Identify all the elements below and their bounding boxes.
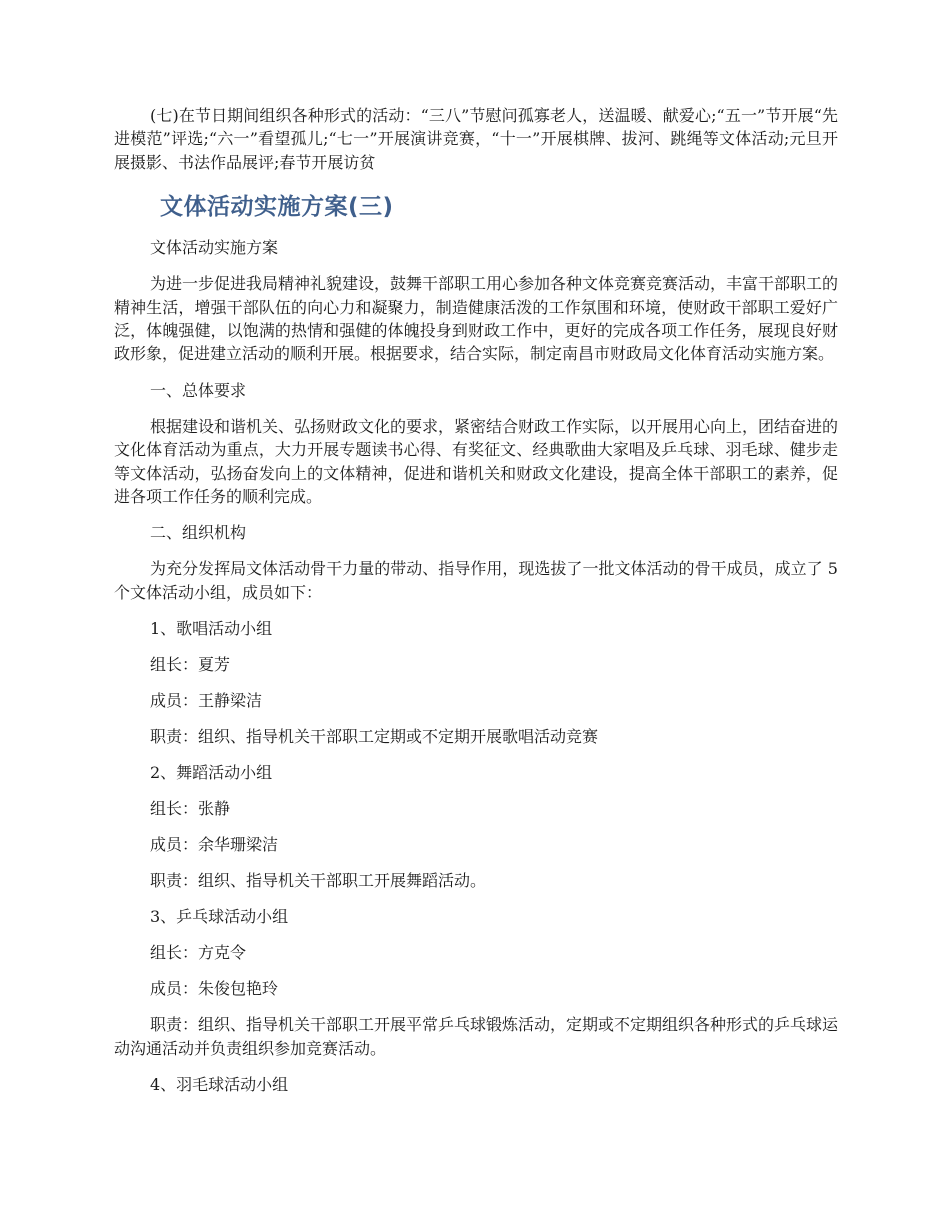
group-title-dance: 2、舞蹈活动小组 (150, 763, 273, 783)
group-leader-singing: 组长：夏芳 (150, 655, 231, 675)
section-title: 文体活动实施方案(三) (160, 194, 394, 221)
group-leader-dance: 组长：张静 (150, 799, 231, 819)
group-duty-pingpong: 职责：组织、指导机关干部职工开展平常乒乓球锻炼活动，定期或不定期组织各种形式的乒乓球运动沟通活动并负责组织参加竞赛活动。 (114, 1015, 839, 1058)
group-title-pingpong: 3、乒乓球活动小组 (150, 907, 289, 927)
group-duty-dance: 职责：组织、指导机关干部职工开展舞蹈活动。 (150, 871, 487, 891)
document-page (114, 104, 838, 1109)
group-members-pingpong: 成员：朱俊包艳玲 (150, 979, 279, 999)
intro-paragraph: (七)在节日期间组织各种形式的活动：“三八”节慰问孤寡老人，送温暖、献爱心;“五一”节开展“先进模范”评选;“六一”看望孤儿;“七一”开展演讲竞赛，“十一”开展棋牌、拔河、跳绳等文体活动;元旦开展摄影、书法作品展评;春节开展访贫 (114, 106, 838, 172)
group-leader-pingpong: 组长：方克令 (150, 943, 247, 963)
subtitle-line: 文体活动实施方案 (150, 238, 279, 258)
group-title-badminton: 4、羽毛球活动小组 (150, 1075, 289, 1095)
organization-paragraph: 为充分发挥局文体活动骨干力量的带动、指导作用，现选拔了一批文体活动的骨干成员，成立了 5 个文体活动小组，成员如下： (114, 559, 838, 602)
section-heading-general: 一、总体要求 (150, 380, 247, 400)
section-heading-organization: 二、组织机构 (150, 523, 247, 543)
general-requirements-paragraph: 根据建设和谐机关、弘扬财政文化的要求，紧密结合财政工作实际，以开展用心向上，团结奋进的文化体育活动为重点，大力开展专题读书心得、有奖征文、经典歌曲大家唱及乒乓球、羽毛球、健步走等文体活动，弘扬奋发向上的文体精神，促进和谐机关和财政文化建设，提高全体干部职工的素养，促进各项工作任务的顺利完成。 (114, 416, 839, 507)
purpose-paragraph: 为进一步促进我局精神礼貌建设，鼓舞干部职工用心参加各种文体竞赛竞赛活动，丰富干部职工的精神生活，增强干部队伍的向心力和凝聚力，制造健康活泼的工作氛围和环境，使财政干部职工爱好广泛，体魄强健，以饱满的热情和强健的体魄投身到财政工作中，更好的完成各项工作任务，展现良好财政形象，促进建立活动的顺利开展。根据要求，结合实际，制定南昌市财政局文化体育活动实施方案。 (114, 274, 839, 364)
group-title-singing: 1、歌唱活动小组 (150, 619, 273, 639)
group-members-singing: 成员：王静梁洁 (150, 691, 263, 711)
group-members-dance: 成员：余华珊梁洁 (150, 835, 279, 855)
group-duty-singing: 职责：组织、指导机关干部职工定期或不定期开展歌唱活动竞赛 (150, 727, 599, 747)
